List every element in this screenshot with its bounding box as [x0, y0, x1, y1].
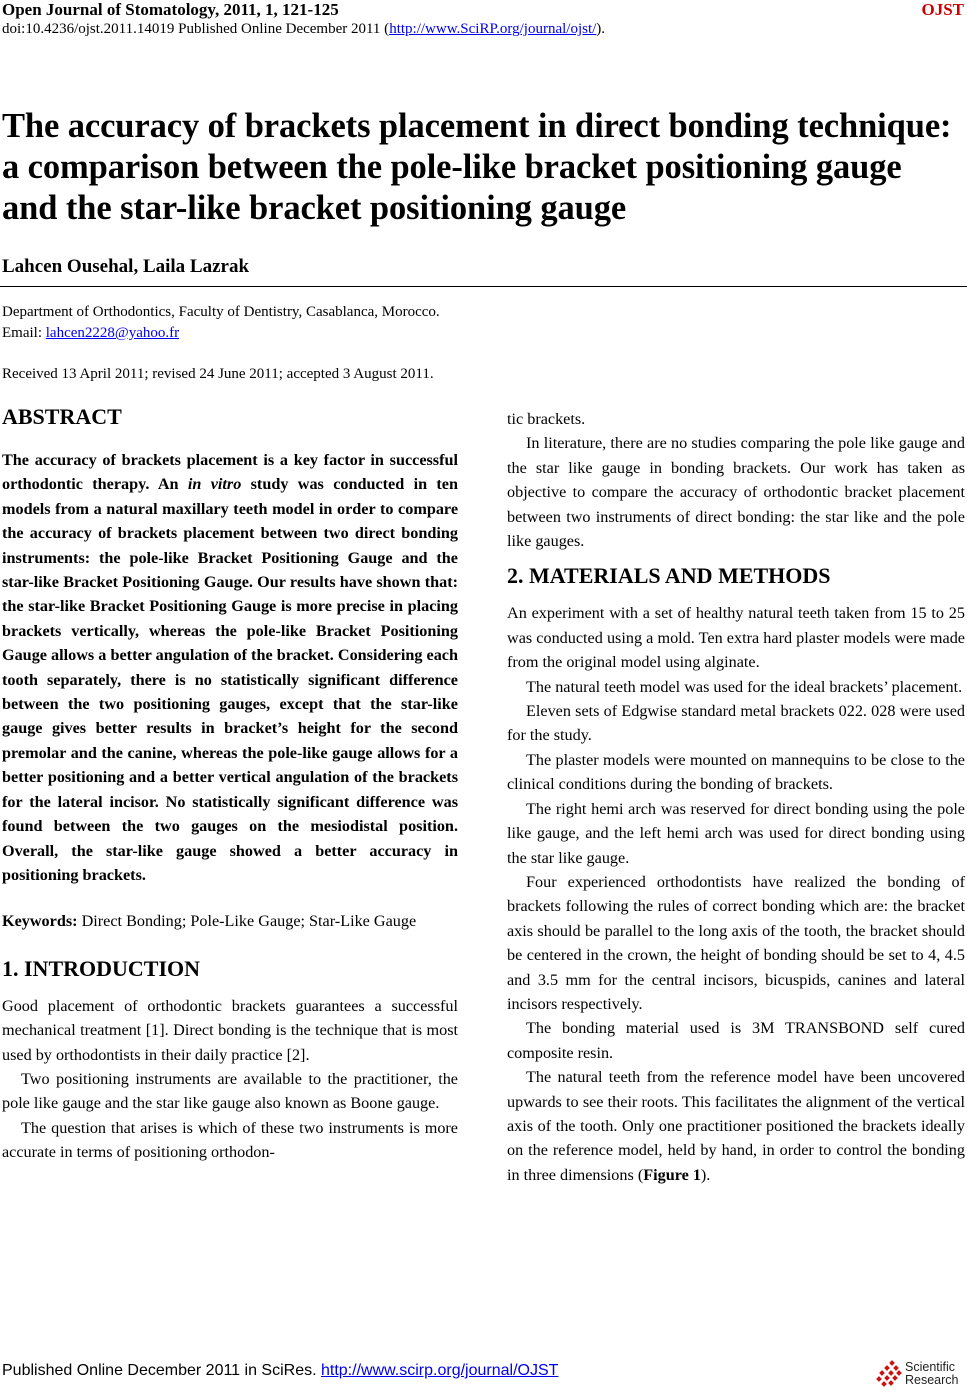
- logo-line: Scientific: [905, 1360, 956, 1374]
- right-column: [507, 407, 965, 1187]
- footer-text: Published Online December 2011 in SciRes.: [2, 1362, 321, 1379]
- keywords: [2, 909, 458, 933]
- running-head: [2, 0, 964, 39]
- footer-journal-link[interactable]: http://www.scirp.org/journal/OJST: [320, 1362, 559, 1379]
- paragraph: The right hemi arch was reserved for direct bonding using the pole like gauge, and the left hemi arch was used for direct bonding using the star like gauge.: [507, 799, 965, 867]
- introduction-heading: 1. INTRODUCTION: [2, 955, 201, 981]
- article-title: The accuracy of brackets placement in direct bonding technique: a comparison between the pole-like bracket positioning gauge and the star-like bracket positioning gauge: [2, 107, 952, 227]
- email-label: Email:: [2, 325, 46, 341]
- abstract-italic: in vitro: [187, 475, 242, 494]
- affiliation: Department of Orthodontics, Faculty of Dentistry, Casablanca, Morocco.: [2, 304, 440, 320]
- scientific-research-logo-icon: [876, 1360, 902, 1388]
- keywords-label: Keywords:: [2, 912, 78, 931]
- paragraph: [507, 1065, 965, 1187]
- logo-text: [905, 1361, 959, 1387]
- paragraph: Two positioning instruments are available to the practitioner, the pole like gauge and the star like gauge also known as Boone gauge.: [2, 1069, 458, 1113]
- affiliation-block: [2, 302, 440, 344]
- journal-url-link[interactable]: http://www.SciRP.org/journal/ojst/: [389, 21, 597, 37]
- abstract-text: [2, 448, 458, 887]
- journal-abbreviation: OJST: [921, 0, 964, 19]
- received-dates: Received 13 April 2011; revised 24 June 2011; accepted 3 August 2011.: [2, 366, 434, 382]
- keywords-list: Direct Bonding; Pole-Like Gauge; Star-Like Gauge: [77, 912, 417, 931]
- paragraph: An experiment with a set of healthy natural teeth taken from 15 to 25 was conducted using a mold. Ten extra hard plaster models were made from the original model using alginate.: [507, 604, 965, 672]
- paragraph: The question that arises is which of these two instruments is more accurate in terms of positioning orthodon-: [2, 1118, 458, 1162]
- article-authors: Lahcen Ousehal, Laila Lazrak: [2, 256, 250, 277]
- figure-reference[interactable]: Figure 1: [643, 1165, 701, 1184]
- email-link[interactable]: lahcen2228@yahoo.fr: [45, 325, 180, 341]
- paragraph: Good placement of orthodontic brackets guarantees a successful mechanical treatment [1]. Direct bonding is the technique that is most used by orthodontists in their daily practice [2].: [2, 996, 458, 1064]
- paragraph-continued: tic brackets.: [507, 410, 586, 428]
- abstract-text-part: study was conducted in ten models from a natural maxillary teeth model in order to compare the accuracy of brackets placement between two direct bonding instruments: the pole-like Bracket Positioning Gauge and the star-like Bracket Positioning Gauge. Our results have shown that: the star-like Bracket Positioning Gauge is more precise in placing brackets vertically, whereas the pole-like Bracket Positioning Gauge allows a better angulation of the bracket. Considering each tooth separately, there is no statistically significant difference between the two positioning gauges, except that the star-like gauge gives better results in bracket’s height for the second premolar and the canine, whereas the pole-like gauge allows for a better positioning and a better vertical angulation of the brackets for the lateral incisor. No statistically significant difference was found between the two gauges on the mesiodistal position. Overall, the star-like gauge showed a better accuracy in positioning brackets.: [2, 475, 458, 884]
- doi-suffix: ).: [596, 21, 606, 37]
- left-column: [2, 404, 458, 1165]
- paragraph-text: The natural teeth from the reference model have been uncovered upwards to see their roots. This facilitates the alignment of the vertical axis of the tooth. Only one practitioner positioned the brackets ideally on the reference model, held by hand, in order to control the bonding in three dimensions (: [507, 1068, 965, 1184]
- journal-citation: Open Journal of Stomatology, 2011, 1, 121-125: [2, 0, 339, 19]
- paragraph-text: ).: [700, 1165, 711, 1184]
- paragraph: The plaster models were mounted on mannequins to be close to the clinical conditions during the bonding of brackets.: [507, 750, 965, 794]
- paragraph: The natural teeth model was used for the ideal brackets’ placement.: [526, 677, 963, 696]
- paragraph: Four experienced orthodontists have realized the bonding of brackets following the rules of correct bonding which are: the bracket axis should be parallel to the long axis of the tooth, the bracket should be centered in the crown, the height of bonding should be set to 4, 4.5 and 3.5 mm for the central incisors, bicuspids, canines and lateral incisors respectively.: [507, 872, 965, 1013]
- paragraph: Eleven sets of Edgwise standard metal brackets 022. 028 were used for the study.: [507, 702, 965, 745]
- doi-text: doi:10.4236/ojst.2011.14019 Published Online December 2011 (: [2, 21, 390, 37]
- page-footer: [2, 1362, 558, 1380]
- doi-line: [2, 19, 964, 39]
- methods-heading: 2. MATERIALS AND METHODS: [507, 563, 831, 589]
- publisher-logo: [876, 1360, 959, 1388]
- paragraph: In literature, there are no studies comparing the pole like gauge and the star like gauge in bonding brackets. Our work has taken as objective to compare the accuracy of orthodontic bracket placement between two instruments of direct bonding: the star like and the pole like gauges.: [507, 434, 965, 551]
- abstract-text-part: The accuracy of brackets placement is a key factor in successful orthodontic therapy. An: [2, 451, 458, 494]
- header-divider: [0, 286, 967, 287]
- abstract-heading: ABSTRACT: [2, 404, 122, 429]
- logo-line: Research: [905, 1373, 959, 1387]
- paragraph: The bonding material used is 3M TRANSBOND self cured composite resin.: [507, 1019, 965, 1062]
